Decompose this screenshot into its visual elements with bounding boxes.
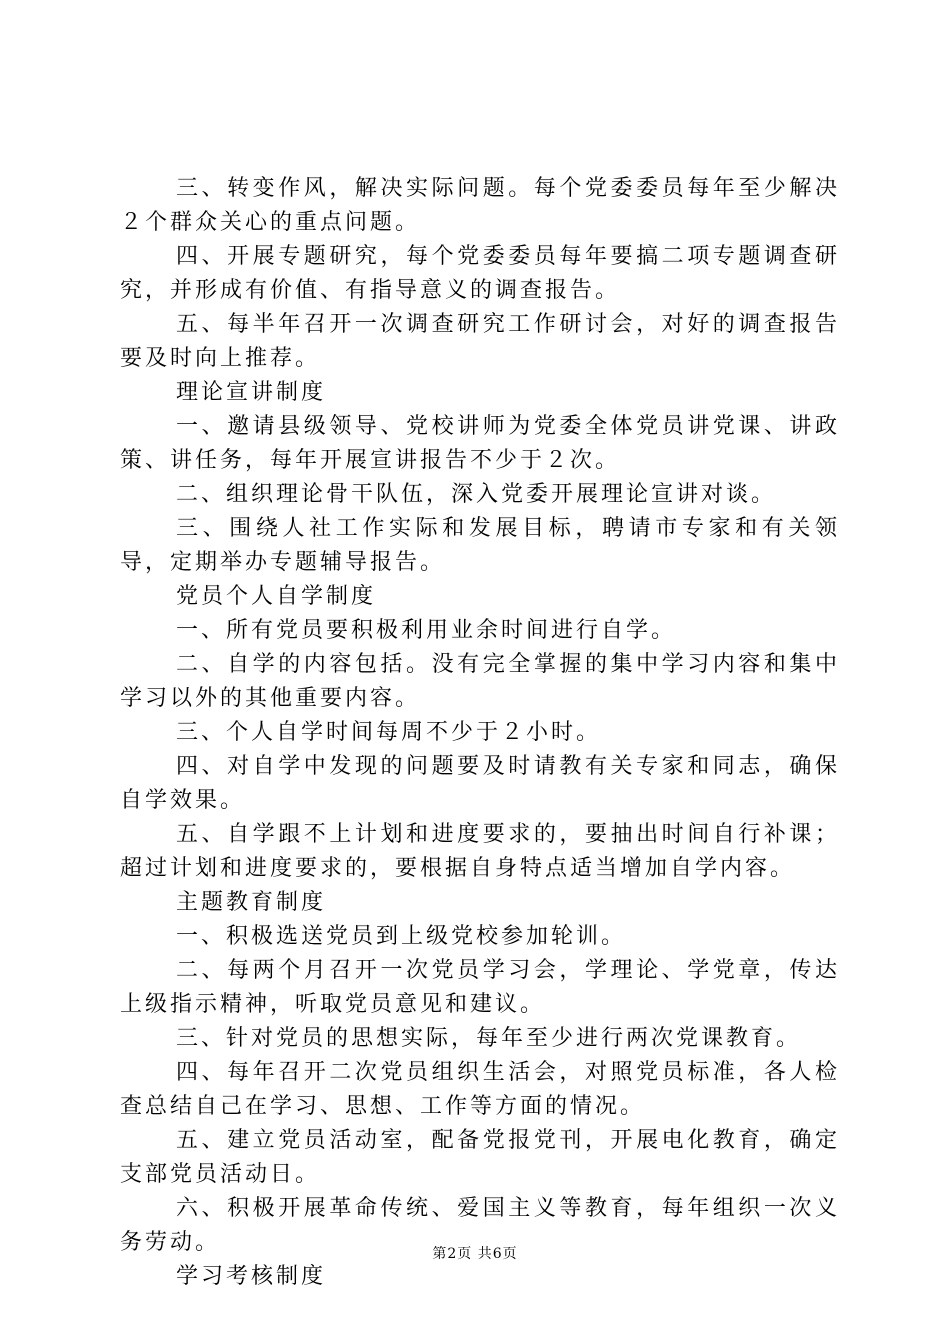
paragraph: 一、积极选送党员到上级党校参加轮训。 [176, 924, 627, 949]
paragraph: 五、建立党员活动室，配备党报党刊，开展电化教育，确定支部党员活动日。 [120, 1128, 840, 1187]
section-heading: 主题教育制度 [176, 890, 327, 915]
document-body [120, 172, 840, 1294]
paragraph: 二、每两个月召开一次党员学习会，学理论、学党章，传达上级指示精神，听取党员意见和建议。 [120, 958, 840, 1017]
page-footer [0, 1244, 950, 1264]
paragraph: 五、每半年召开一次调查研究工作研讨会，对好的调查报告要及时向上推荐。 [120, 312, 840, 371]
paragraph: 三、针对党员的思想实际，每年至少进行两次党课教育。 [176, 1026, 802, 1051]
section-heading: 党员个人自学制度 [176, 584, 377, 609]
paragraph: 一、所有党员要积极利用业余时间进行自学。 [176, 618, 677, 643]
section-heading: 学习考核制度 [176, 1264, 327, 1289]
page-number: 第2页 共6页 [432, 1246, 518, 1262]
paragraph: 一、邀请县级领导、党校讲师为党委全体党员讲党课、讲政策、讲任务，每年开展宣讲报告不少于２次。 [120, 414, 840, 473]
paragraph: 三、围绕人社工作实际和发展目标，聘请市专家和有关领导，定期举办专题辅导报告。 [120, 516, 840, 575]
paragraph: 四、每年召开二次党员组织生活会，对照党员标准，各人检查总结自己在学习、思想、工作等方面的情况。 [120, 1060, 840, 1119]
paragraph: 四、开展专题研究，每个党委委员每年要搞二项专题调查研究，并形成有价值、有指导意义的调查报告。 [120, 244, 840, 303]
paragraph: 五、自学跟不上计划和进度要求的，要抽出时间自行补课；超过计划和进度要求的，要根据自身特点适当增加自学内容。 [120, 822, 840, 881]
paragraph: 三、个人自学时间每周不少于２小时。 [176, 720, 602, 745]
paragraph: 二、自学的内容包括。没有完全掌握的集中学习内容和集中学习以外的其他重要内容。 [120, 652, 840, 711]
section-heading: 理论宣讲制度 [176, 380, 327, 405]
paragraph: 六、积极开展革命传统、爱国主义等教育，每年组织一次义务劳动。 [120, 1196, 840, 1255]
paragraph: 三、转变作风，解决实际问题。每个党委委员每年至少解决２个群众关心的重点问题。 [120, 176, 840, 235]
paragraph: 四、对自学中发现的问题要及时请教有关专家和同志，确保自学效果。 [120, 754, 840, 813]
paragraph: 二、组织理论骨干队伍，深入党委开展理论宣讲对谈。 [176, 482, 777, 507]
